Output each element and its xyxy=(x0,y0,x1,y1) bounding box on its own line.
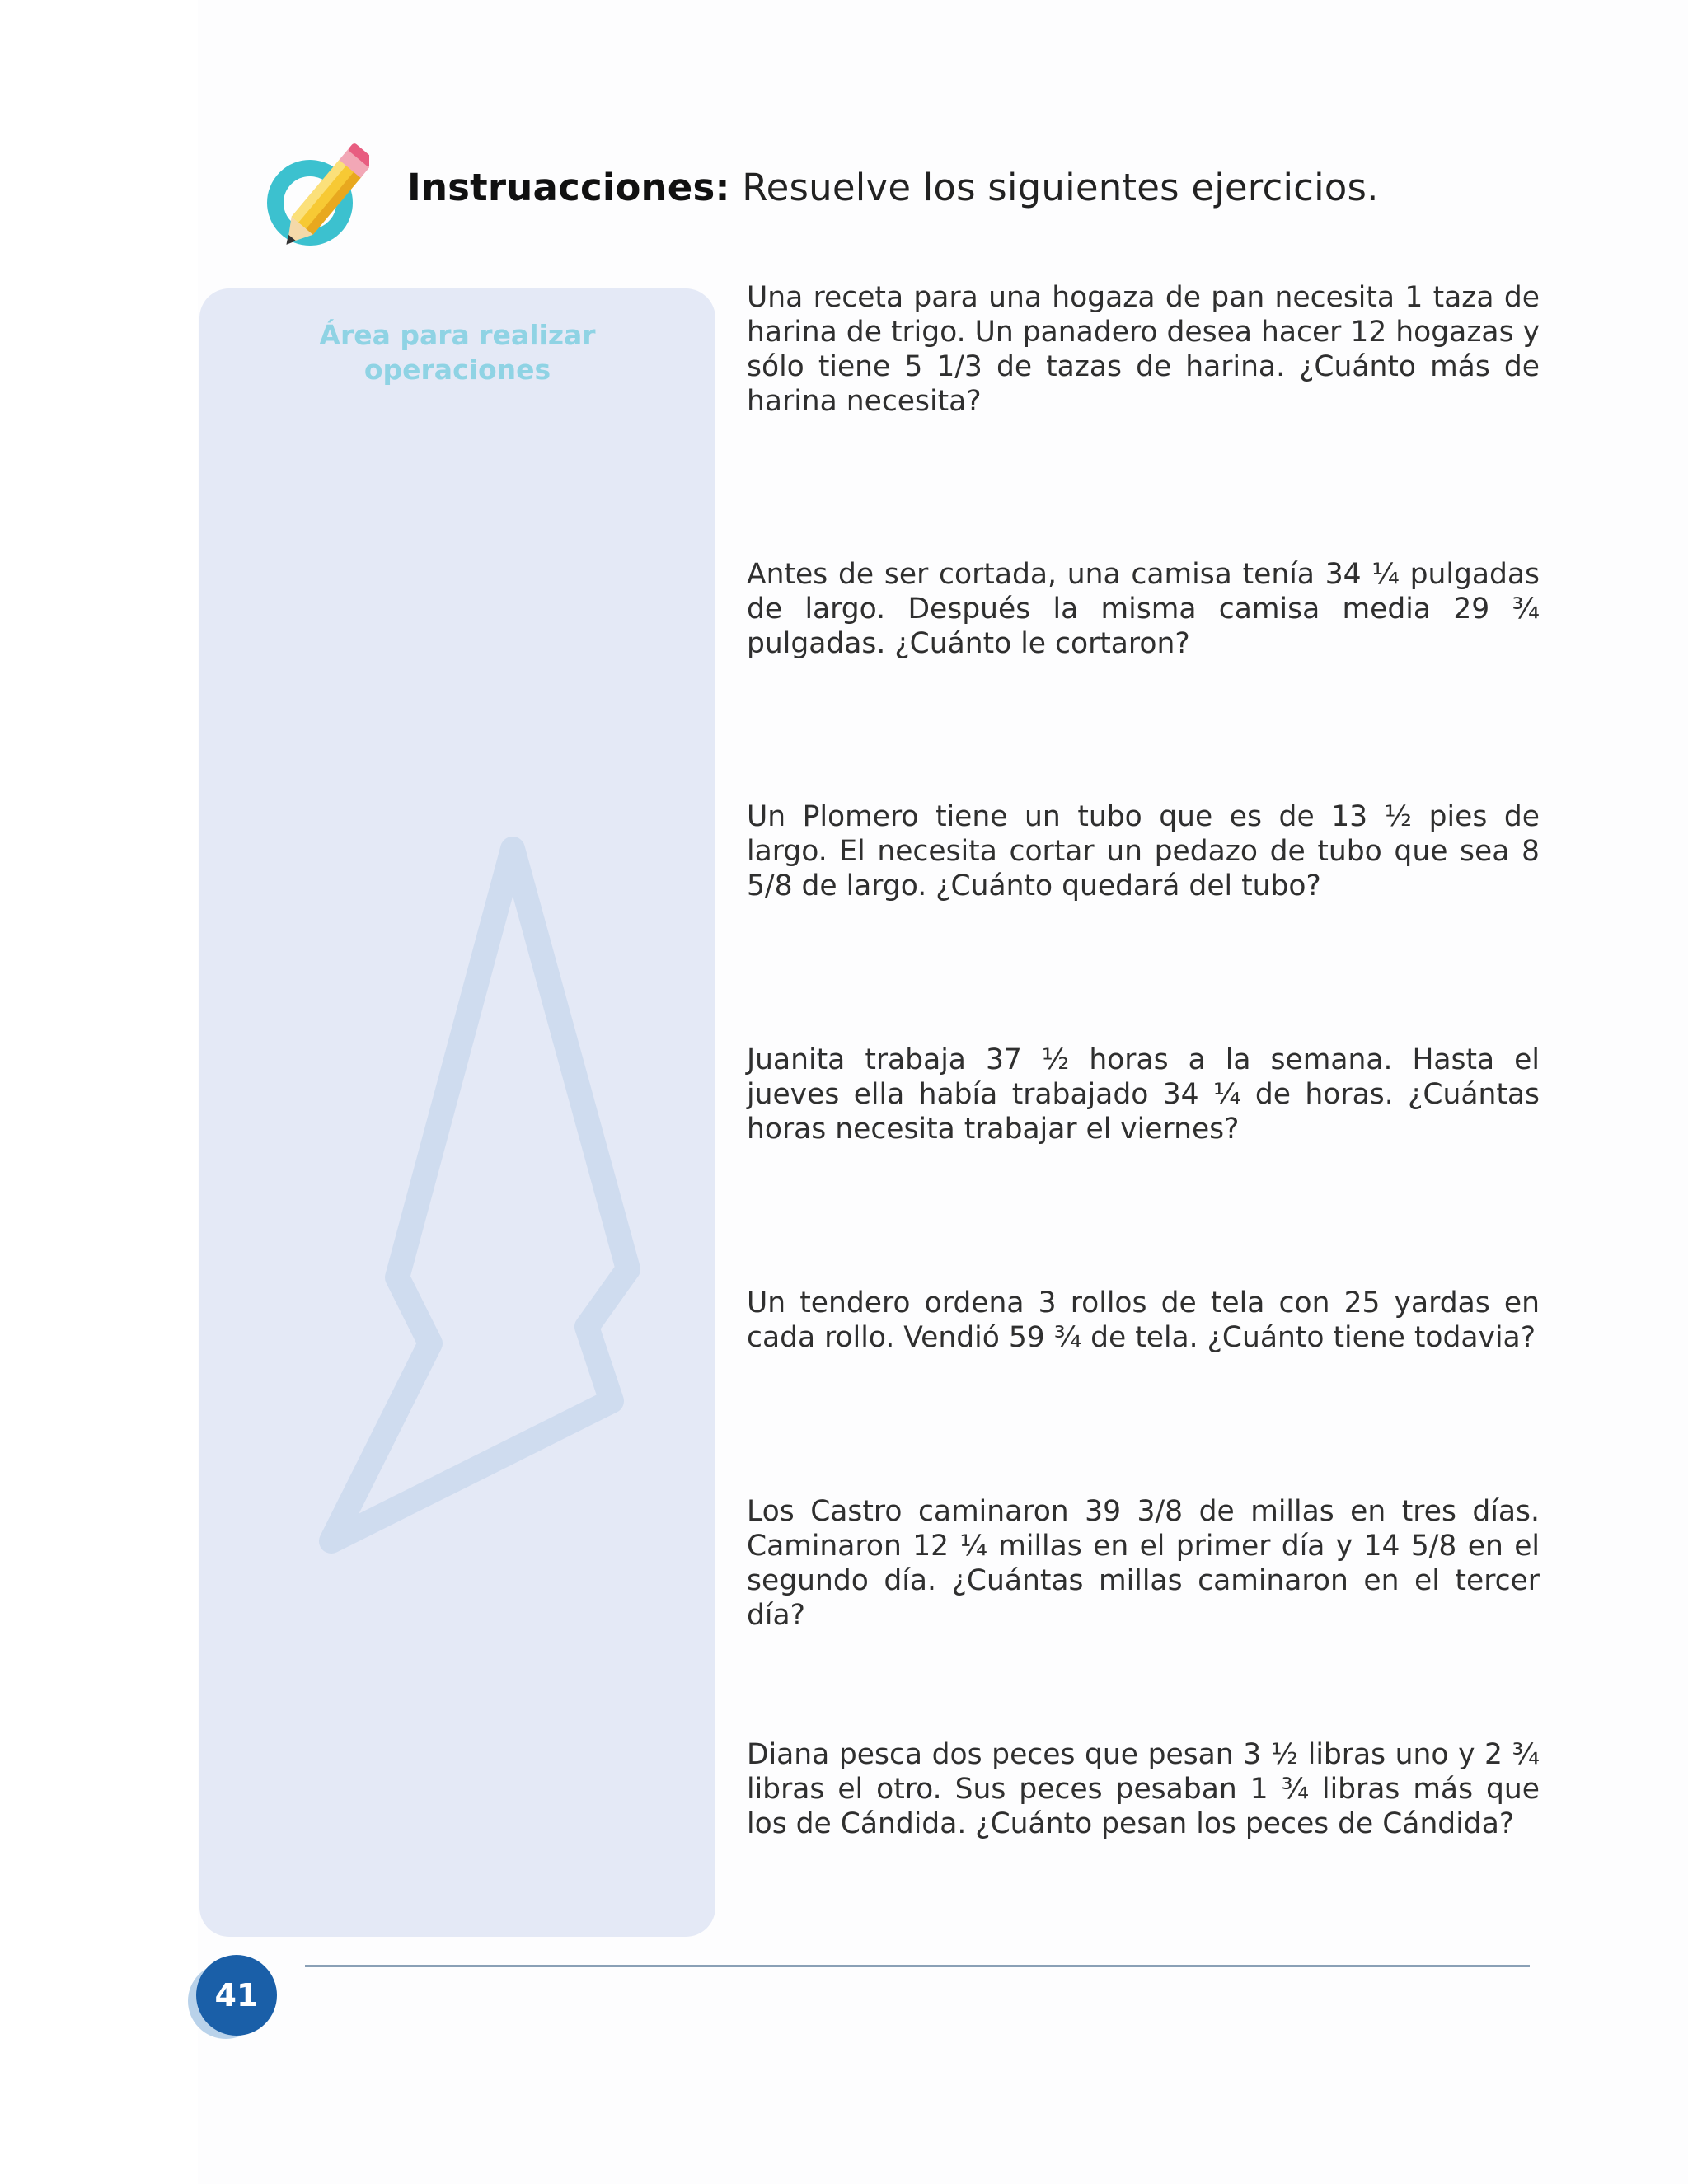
problem-1: Una receta para una hogaza de pan necesita 1 taza de harina de trigo. Un panadero desea hacer 12 hogazas y sólo tiene 5 1/3 de tazas de harina. ¿Cuánto más de harina necesita? xyxy=(747,281,1540,418)
problem-4: Juanita trabaja 37 ½ horas a la semana. Hasta el jueves ella había trabajado 34 ¼ de horas. ¿Cuántas horas necesita trabajar el viernes? xyxy=(747,1043,1540,1146)
instructions-label: Instruacciones: xyxy=(407,166,730,209)
operations-title-line1: Área para realizar xyxy=(319,319,596,351)
operations-title-line2: operaciones xyxy=(363,354,551,386)
problem-5: Un tendero ordena 3 rollos de tela con 25 yardas en cada rollo. Vendió 59 ¾ de tela. ¿Cuánto tiene todavia? xyxy=(747,1286,1540,1354)
page-number: 41 xyxy=(196,1955,277,2036)
problem-6: Los Castro caminaron 39 3/8 de millas en tres días. Caminaron 12 ¼ millas en el primer día y 14 5/8 en el segundo día. ¿Cuántas millas caminaron en el tercer día? xyxy=(747,1495,1540,1632)
footer-divider xyxy=(305,1965,1530,1967)
pencil-watermark-icon xyxy=(232,816,694,1574)
instructions-heading xyxy=(407,163,1379,213)
problem-7: Diana pesca dos peces que pesan 3 ½ libras uno y 2 ¾ libras el otro. Sus peces pesaban 1 ¾ libras más que los de Cándida. ¿Cuánto pesan los peces de Cándida? xyxy=(747,1738,1540,1840)
operations-area-title xyxy=(199,318,715,387)
instructions-text: Resuelve los siguientes ejercicios. xyxy=(729,166,1379,209)
problem-2: Antes de ser cortada, una camisa tenía 34 ¼ pulgadas de largo. Después la misma camisa media 29 ¾ pulgadas. ¿Cuánto le cortaron? xyxy=(747,558,1540,660)
operations-area xyxy=(199,288,715,1937)
pencil-icon xyxy=(262,140,369,264)
problem-3: Un Plomero tiene un tubo que es de 13 ½ pies de largo. El necesita cortar un pedazo de tubo que sea 8 5/8 de largo. ¿Cuánto quedará del tubo? xyxy=(747,800,1540,902)
